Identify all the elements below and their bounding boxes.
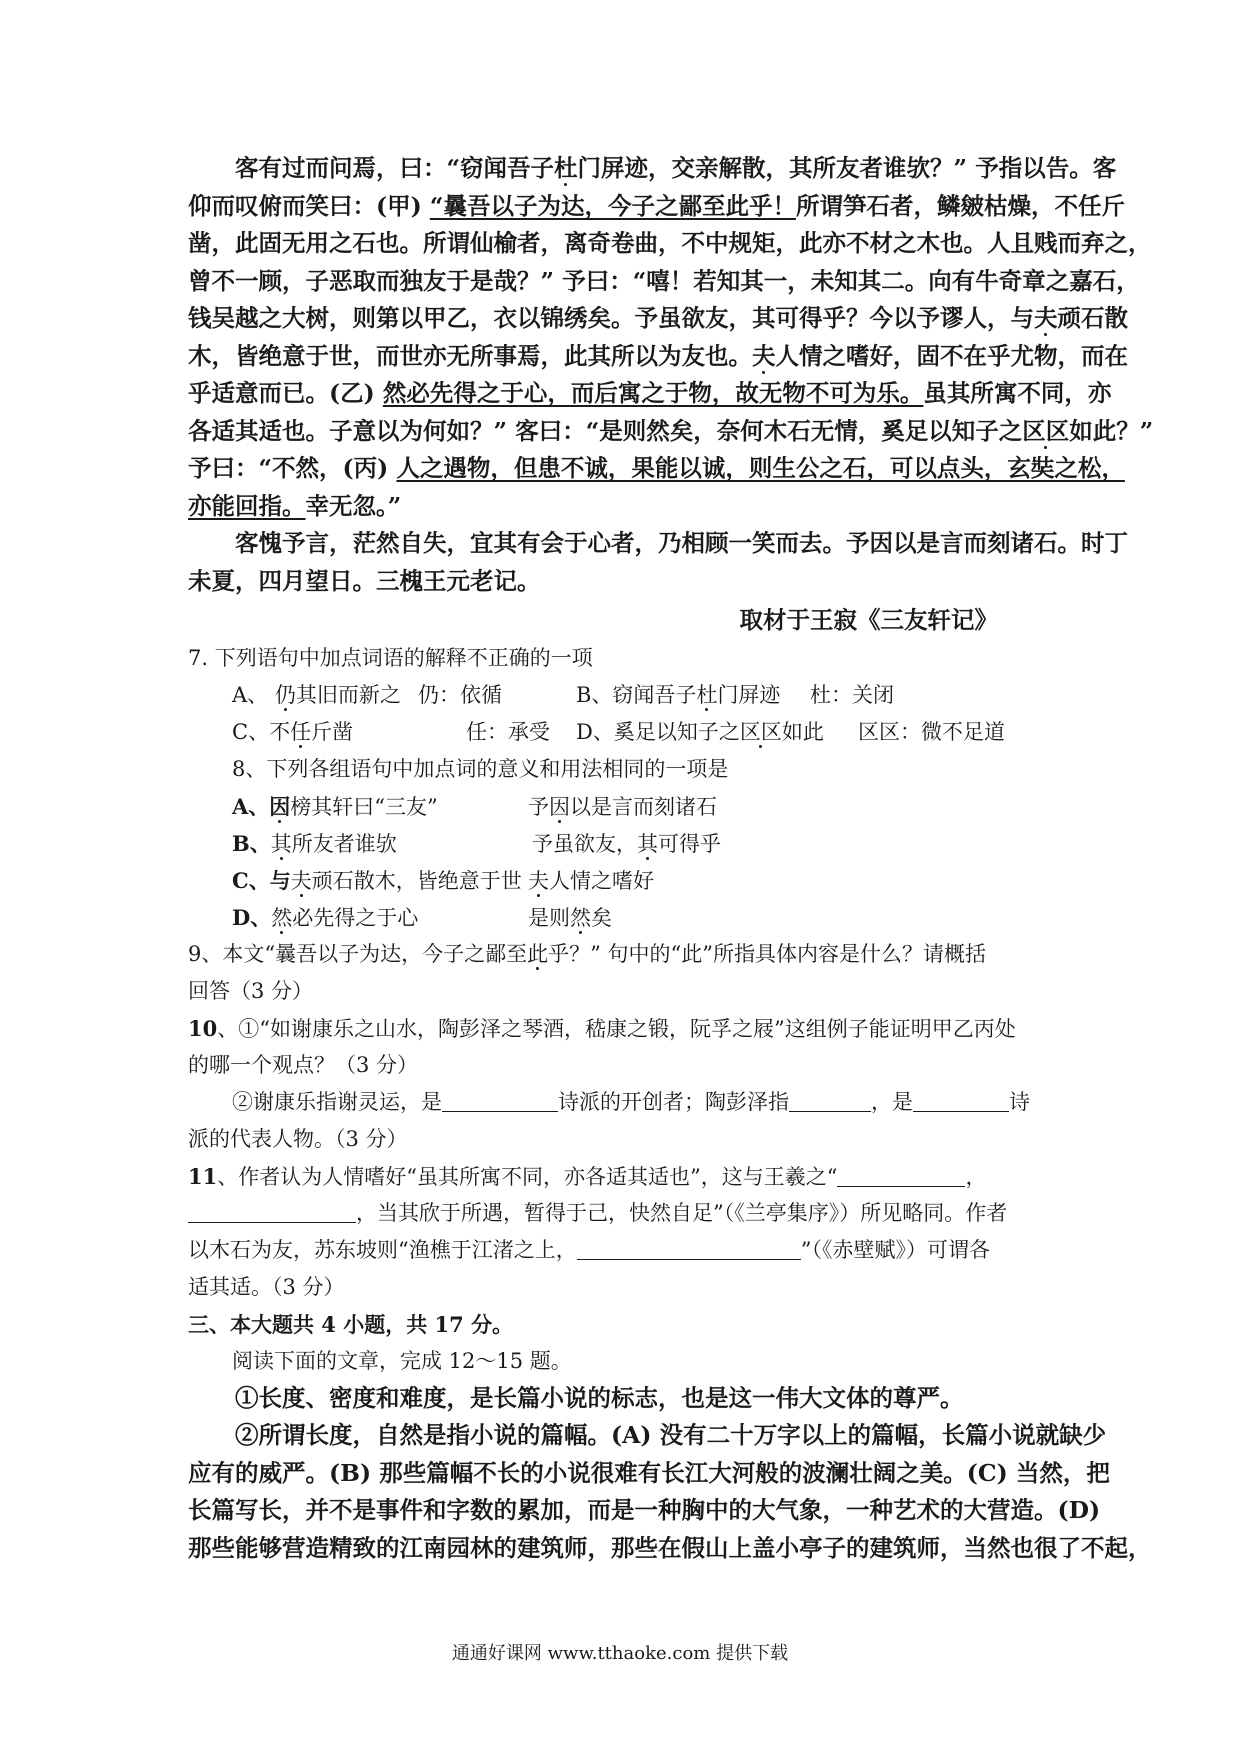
question-8-stem: 8、下列各组语句中加点词的意义和用法相同的一项是 [232, 756, 729, 781]
question-8-option-b: B、其所友者谁欤 予虽欲友，其可得乎 [232, 830, 721, 856]
dotted-char: 此 [527, 941, 549, 966]
question-11-line: 11、作者认为人情嗜好“虽其所寓不同，亦各适其适也”，这与王羲之“ ， [188, 1163, 987, 1189]
question-10-line: 的哪一个观点？（3 分） [188, 1052, 419, 1077]
question-10-line: 派的代表人物。（3 分） [188, 1126, 408, 1151]
passage-line: 亦能回指。幸无忽。” [188, 491, 402, 520]
dotted-char: 杜 [554, 154, 578, 182]
question-7-options-ab: A、 仍其旧而新之 仍：依循 B、窃闻吾子杜门屏迹 杜：关闭 [232, 682, 894, 707]
section-3-intro: 阅读下面的文章，完成 12～15 题。 [232, 1348, 572, 1373]
dotted-char: 其 [637, 831, 658, 856]
document-page [188, 150, 1154, 1567]
passage-line: 各适其适也。子意以为何如？” 客曰：“是则然矣，奈何木石无情，奚足以知子之区区如此？” [188, 416, 1154, 445]
essay-line: ②所谓长度，自然是指小说的篇幅。(A) 没有二十万字以上的篇幅，长篇小说就缺少 [235, 1421, 1107, 1449]
passage-line: 未夏，四月望日。三槐王元老记。 [188, 566, 541, 595]
dotted-char: 因 [549, 794, 570, 819]
passage-line: 客有过而问焉，曰：“窃闻吾子杜门屏迹，交亲解散，其所友者谁欤？” 予指以告。客 [235, 154, 1117, 182]
answer-blank[interactable] [789, 1089, 871, 1112]
passage-line: 客愧予言，茫然自失，宜其有会于心者，乃相顾一笑而去。予因以是言而刻诸石。时丁 [235, 529, 1128, 557]
passage-source: 取材于王寂《三友轩记》 [739, 606, 998, 634]
question-8-option-a: A、因榜其轩曰“三友” 予因以是言而刻诸石 [232, 793, 717, 819]
underlined-sentence-jia: “曩吾以子为达，今子之鄙至此乎！ [429, 191, 796, 220]
passage-line: 予曰：“不然，(丙) 人之遇物，但患不诚，果能以诚，则生公之石，可以点头，玄奘之松， [188, 454, 1125, 482]
answer-blank[interactable] [577, 1237, 801, 1260]
passage-line: 曾不一顾，子恶取而独友于是哉？” 予曰：“嘻！若知其一，未知其二。向有牛奇章之嘉石， [188, 266, 1140, 295]
question-10-line: 10、①“如谢康乐之山水，陶彭泽之琴酒，嵇康之锻，阮孚之屐”这组例子能证明甲乙丙处 [188, 1015, 1016, 1041]
underlined-sentence-bing: 人之遇物，但患不诚，果能以诚，则生公之石，可以点头，玄奘之松， [396, 454, 1125, 482]
question-11-line: 以木石为友，苏东坡则“渔樵于江渚之上， ”（《赤壁赋》）可谓各 [188, 1237, 990, 1262]
question-8-option-d: D、然必先得之于心 是则然矣 [232, 904, 612, 930]
dotted-char: 因 [269, 793, 291, 819]
dotted-char: 区区 [739, 719, 782, 744]
passage-line: 乎适意而已。(乙) 然必先得之于心，而后寓之于物，故无物不可为乐。虽其所寓不同，亦 [188, 379, 1112, 407]
passage-line: 钱吴越之大树，则第以甲乙，衣以锦绣矣。予虽欲友，其可得乎？今以予谬人，与夫顽石散 [188, 304, 1128, 332]
passage-line: 木，皆绝意于世，而世亦无所事焉，此其所以为友也。夫人情之嗜好，固不在乎尤物，而在 [188, 341, 1128, 370]
answer-blank[interactable] [913, 1089, 1009, 1112]
dotted-char: 仍 [274, 682, 296, 707]
question-11-line: ，当其欣于所遇，暂得于己，快然自足”（《兰亭集序》）所见略同。作者 [188, 1195, 1068, 1232]
dotted-char: 然 [271, 905, 293, 930]
passage-line: 凿，此固无用之石也。所谓仙榆者，离奇卷曲，不中规矩，此亦不材之木也。人且贱而弃之， [188, 229, 1152, 257]
dotted-char: 其 [270, 831, 292, 856]
question-7-options-cd: C、不任斤凿 任：承受 D、奚足以知子之区区如此 区区：微不足道 [232, 719, 1005, 744]
essay-line: 应有的威严。(B) 那些篇幅不长的小说很难有长江大河般的波澜壮阔之美。(C) 当然，把 [188, 1458, 1110, 1487]
passage-line: 仰而叹俯而笑曰：(甲) “曩吾以子为达，今子之鄙至此乎！所谓笋石者，鳞皴枯燥，不任斤 [188, 191, 1125, 220]
question-9-line: 回答（3 分） [188, 978, 314, 1003]
question-7-stem: 7. 下列语句中加点词语的解释不正确的一项 [188, 645, 593, 670]
dotted-char: 夫 [528, 868, 549, 893]
essay-line: 那些能够营造精致的江南园林的建筑师，那些在假山上盖小亭子的建筑师，当然也很了不起， [188, 1533, 1152, 1562]
essay-paragraph-1: ①长度、密度和难度，是长篇小说的标志，也是这一伟大文体的尊严。 [235, 1383, 964, 1412]
dotted-char: 夫 [1034, 304, 1058, 332]
question-10-line: ②谢康乐指谢灵运，是 诗派的开创者；陶彭泽指 ，是 诗 [232, 1089, 1030, 1114]
dotted-char: 然 [570, 905, 591, 930]
underlined-sentence-bing-end: 亦能回指。 [188, 491, 306, 520]
question-8-option-c: C、与夫顽石散木，皆绝意于世 夫人情之嗜好 [232, 867, 654, 893]
question-9-line: 9、本文“曩吾以子为达，今子之鄙至此乎？” 句中的“此”所指具体内容是什么？请概括 [188, 941, 986, 966]
section-3-heading: 三、本大题共 4 小题，共 17 分。 [188, 1311, 514, 1337]
dotted-char: 任 [290, 719, 312, 744]
answer-blank[interactable] [442, 1089, 558, 1112]
question-11-line: 适其适。（3 分） [188, 1274, 345, 1299]
dotted-char: 夫 [290, 868, 312, 893]
answer-blank[interactable] [837, 1164, 965, 1187]
dotted-char: 杜 [696, 682, 718, 707]
dotted-char: 夫 [752, 341, 776, 370]
dotted-char: 区区 [1022, 416, 1070, 445]
page-footer: 通通好课网 www.tthaoke.com 提供下载 [451, 1643, 789, 1664]
underlined-sentence-yi: 然必先得之于心，而后寓之于物，故无物不可为乐。 [382, 379, 924, 407]
answer-blank[interactable] [188, 1200, 356, 1223]
essay-line: 长篇写长，并不是事件和字数的累加，而是一种胸中的大气象，一种艺术的大营造。(D) [188, 1496, 1101, 1524]
